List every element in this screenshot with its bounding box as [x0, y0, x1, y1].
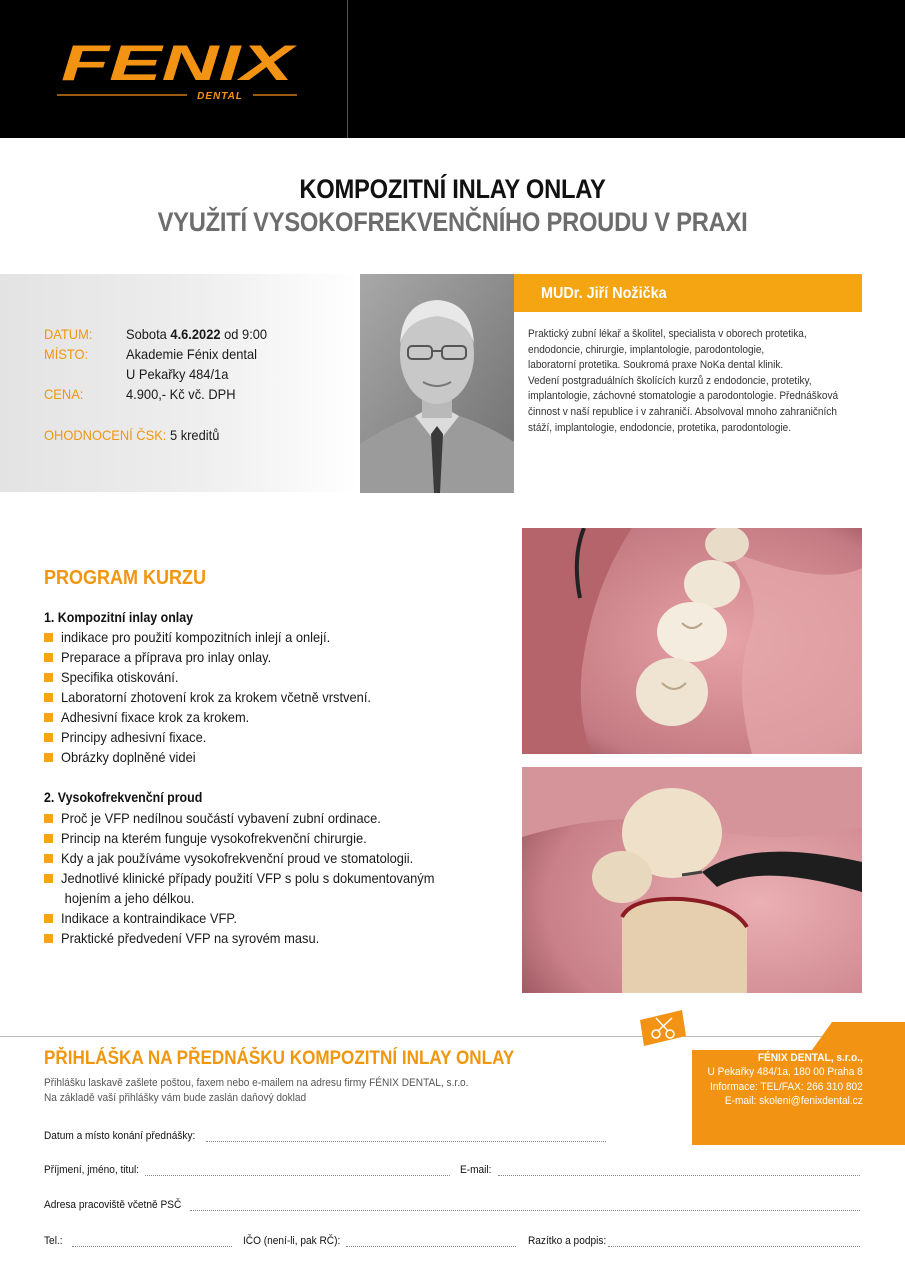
company-phone: Informace: TEL/FAX: 266 310 802: [710, 1080, 863, 1093]
program-section-2-title: 2. Vysokofrekvenční proud: [44, 790, 203, 805]
company-email: E-mail: skoleni@fenixdental.cz: [725, 1095, 863, 1108]
bullet-square-icon: [44, 713, 53, 722]
logo-wordmark: FENIX: [61, 38, 298, 91]
field-label-datum: Datum a místo konání přednášky:: [44, 1130, 196, 1142]
credit-line: OHODNOCENÍ ČSK: 5 kreditů: [44, 427, 220, 443]
list-item: Preparace a příprava pro inlay onlay.: [44, 647, 504, 667]
bullet-square-icon: [44, 854, 53, 863]
speaker-name: MUDr. Jiří Nožička: [541, 285, 667, 302]
fenix-dental-logo: [55, 38, 300, 108]
program-section-2-list: [44, 808, 504, 948]
field-label-email: E-mail:: [460, 1164, 492, 1176]
speaker-bio: [528, 327, 843, 436]
bullet-square-icon: [44, 753, 53, 762]
date-label: DATUM:: [44, 326, 93, 342]
field-email-input[interactable]: [498, 1175, 860, 1176]
program-section-1-title: 1. Kompozitní inlay onlay: [44, 610, 194, 625]
bullet-square-icon: [44, 633, 53, 642]
company-name: FÉNIX DENTAL, s.r.o.,: [758, 1052, 863, 1064]
bullet-square-icon: [44, 653, 53, 662]
speaker-bio-line: laboratorní protetika. Soukromá praxe NoKa dental klinik.: [528, 359, 784, 372]
company-contact: [708, 1051, 863, 1109]
page-subtitle: VYUŽITÍ VYSOKOFREKVENČNÍHO PROUDU V PRAXI: [157, 207, 748, 237]
list-item: Princip na kterém funguje vysokofrekvenční chirurgie.: [44, 828, 504, 848]
bullet-square-icon: [44, 733, 53, 742]
speaker-bio-line: stáží, implantologie, endodoncie, protetika, parodontologie.: [528, 421, 792, 434]
price-value: 4.900,- Kč vč. DPH: [126, 386, 236, 402]
bullet-square-icon: [44, 834, 53, 843]
date-value: Sobota 4.6.2022 od 9:00: [126, 326, 268, 342]
header-divider: [347, 0, 348, 138]
price-label: CENA:: [44, 386, 84, 402]
registration-note-2: Na základě vaší přihlášky vám bude zaslán daňový doklad: [44, 1092, 307, 1104]
field-tel-input[interactable]: [72, 1246, 232, 1247]
page-title: KOMPOZITNÍ INLAY ONLAY: [299, 174, 606, 204]
logo-subtext: DENTAL: [197, 91, 243, 102]
event-info-panel: [0, 274, 360, 492]
field-adresa-input[interactable]: [190, 1210, 860, 1211]
field-ico-input[interactable]: [346, 1246, 516, 1247]
bullet-square-icon: [44, 874, 53, 883]
place-line-1: Akademie Fénix dental: [126, 346, 258, 362]
list-item: Indikace a kontraindikace VFP.: [44, 908, 504, 928]
list-item: Principy adhesivní fixace.: [44, 727, 504, 747]
program-title: PROGRAM KURZU: [44, 567, 206, 589]
bullet-square-icon: [44, 693, 53, 702]
list-item: indikace pro použití kompozitních inlejí a onlejí.: [44, 627, 504, 647]
scissors-icon: [636, 1008, 688, 1048]
speaker-bio-line: činnost v naší republice i v zahraničí. Absolvoval mnoho zahraničních: [528, 405, 837, 418]
list-item: Adhesivní fixace krok za krokem.: [44, 707, 504, 727]
list-item: Kdy a jak používáme vysokofrekvenční proud ve stomatologii.: [44, 848, 504, 868]
field-label-ico: IČO (není-li, pak RČ):: [243, 1235, 341, 1247]
speaker-bio-line: endodoncie, chirurgie, implantologie, parodontologie,: [528, 343, 765, 356]
bullet-square-icon: [44, 814, 53, 823]
speaker-bio-line: Vedení postgraduálních školících kurzů z endodoncie, protetiky,: [528, 374, 812, 387]
field-label-tel: Tel.:: [44, 1235, 63, 1247]
speaker-portrait: [360, 274, 514, 493]
bullet-square-icon: [44, 673, 53, 682]
place-label: MÍSTO:: [44, 346, 89, 362]
registration-title: PŘIHLÁŠKA NA PŘEDNÁŠKU KOMPOZITNÍ INLAY ONLAY: [44, 1048, 515, 1069]
field-jmeno-input[interactable]: [145, 1175, 450, 1176]
list-item: Obrázky doplněné videi: [44, 747, 504, 767]
registration-note-1: Přihlášku laskavě zašlete poštou, faxem nebo e-mailem na adresu firmy FÉNIX DENTAL, s.r.o.: [44, 1077, 469, 1089]
list-item: Specifika otiskování.: [44, 667, 504, 687]
field-label-razitko: Razítko a podpis:: [528, 1235, 607, 1247]
field-datum-input[interactable]: [206, 1141, 606, 1142]
bullet-square-icon: [44, 914, 53, 923]
dental-photo-inlay: [522, 528, 862, 754]
place-line-2: U Pekařky 484/1a: [126, 366, 229, 382]
field-label-jmeno: Příjmení, jméno, titul:: [44, 1164, 140, 1176]
list-item: Praktické předvedení VFP na syrovém masu.: [44, 928, 504, 948]
list-item: Laboratorní zhotovení krok za krokem včetně vrstvení.: [44, 687, 504, 707]
speaker-bio-line: Praktický zubní lékař a školitel, specialista v oborech protetika,: [528, 328, 807, 340]
bullet-square-icon: [44, 934, 53, 943]
company-address: U Pekařky 484/1a, 180 00 Praha 8: [707, 1066, 863, 1079]
field-razitko-input[interactable]: [608, 1246, 860, 1247]
speaker-bio-line: implantologie, záchovné stomatologie a parodontologie. Přednášková: [528, 390, 839, 403]
dental-photo-vfp: [522, 767, 862, 993]
list-item: Jednotlivé klinické případy použití VFP s polu s dokumentovaným hojením a jeho délkou.: [44, 868, 504, 908]
program-section-1-list: [44, 627, 504, 767]
field-label-adresa: Adresa pracoviště včetně PSČ: [44, 1199, 182, 1211]
list-item: Proč je VFP nedílnou součástí vybavení zubní ordinace.: [44, 808, 504, 828]
